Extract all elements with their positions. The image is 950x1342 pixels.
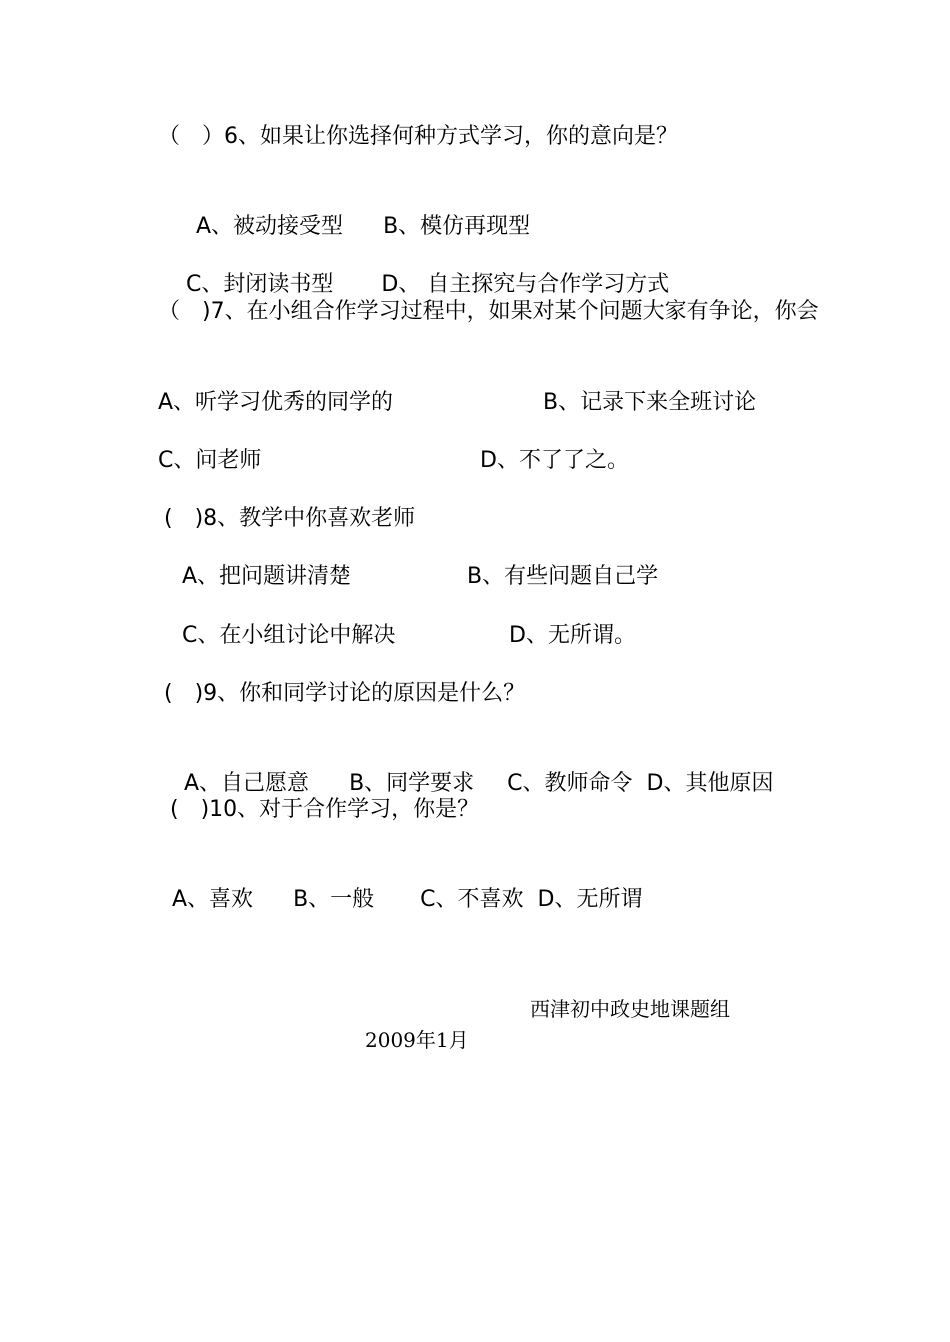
q7-option-b: B、记录下来全班讨论: [543, 390, 757, 415]
q10-option-d: D、无所谓: [537, 887, 643, 912]
q10-option-b: B、一般: [293, 887, 375, 912]
q9-option-c: C、教师命令: [507, 771, 633, 796]
question-8: ( )8、教学中你喜欢老师: [164, 506, 416, 531]
footer-date: 2009年1月: [365, 1028, 469, 1052]
footer-group: 西津初中政史地课题组: [530, 997, 730, 1021]
q7-option-d: D、不了了之。: [480, 448, 629, 473]
q9-option-a: A、自己愿意: [184, 771, 310, 796]
q6-option-c: C、封闭读书型: [186, 272, 334, 297]
q10-options-row: [158, 852, 642, 916]
q6-options-row-1: [182, 179, 530, 243]
q6-options-row-2: [172, 237, 669, 301]
q7-option-a: A、听学习优秀的同学的: [158, 390, 394, 415]
q9-options-row: [170, 736, 773, 800]
q8-option-a: A、把问题讲清楚: [182, 564, 352, 589]
q9-option-d: D、其他原因: [646, 771, 774, 796]
q7-option-c: C、问老师: [158, 448, 262, 473]
question-9: ( )9、你和同学讨论的原因是什么？: [164, 681, 526, 706]
q8-option-c: C、在小组讨论中解决: [182, 623, 396, 648]
q8-option-b: B、有些问题自己学: [467, 564, 659, 589]
q10-option-c: C、不喜欢: [420, 887, 524, 912]
question-6: （ ）6、如果让你选择何种方式学习，你的意向是？: [158, 124, 678, 149]
q10-option-a: A、喜欢: [172, 887, 254, 912]
question-10: ( )10、对于合作学习，你是？: [170, 797, 480, 822]
q9-option-b: B、同学要求: [349, 771, 475, 796]
question-7: （ )7、在小组合作学习过程中，如果对某个问题大家有争论，你会: [158, 299, 819, 324]
q6-option-a: A、被动接受型: [196, 214, 344, 239]
q8-option-d: D、无所谓。: [509, 623, 636, 648]
q6-option-d: D、 自主探究与合作学习方式: [381, 272, 670, 297]
q6-option-b: B、模仿再现型: [383, 214, 531, 239]
